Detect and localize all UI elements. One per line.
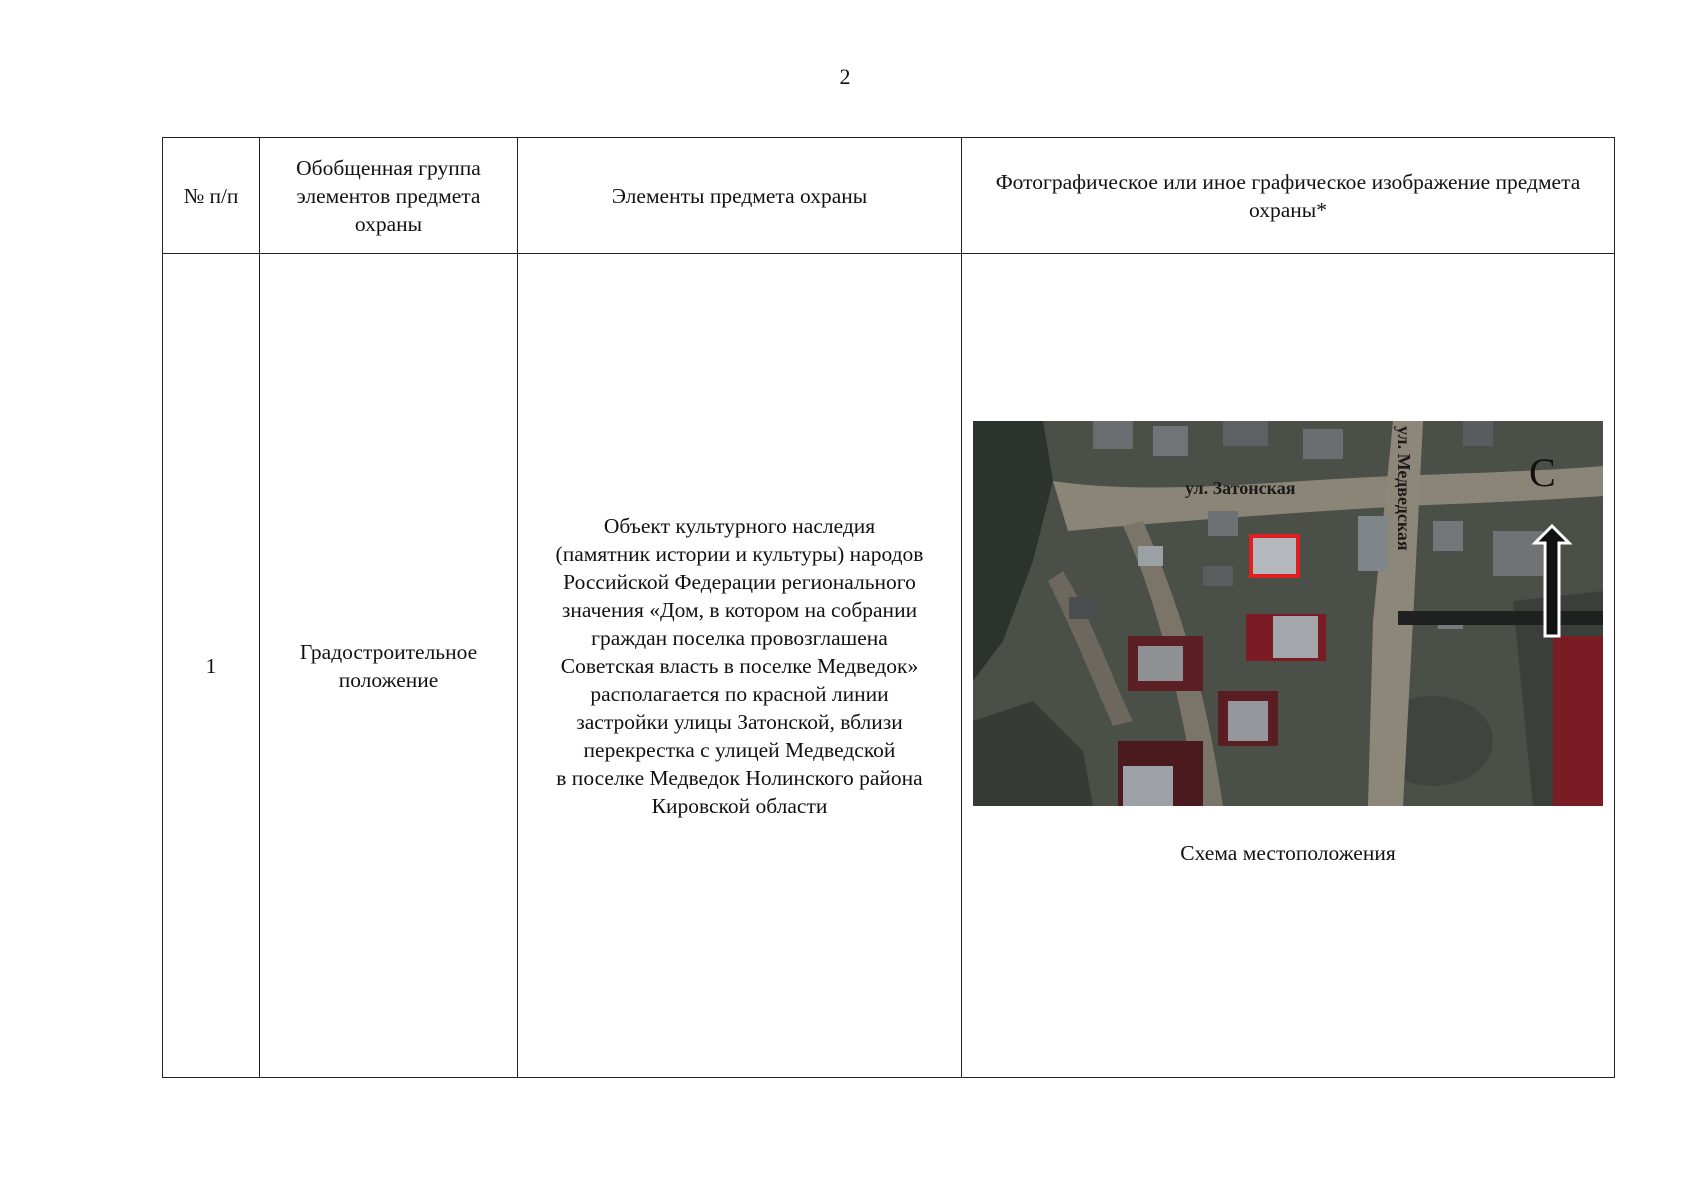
header-number: № п/п	[163, 138, 260, 254]
header-image: Фотографическое или иное графическое изображение предмета охраны*	[962, 138, 1615, 254]
description-line: в поселке Медведок Нолинского района	[556, 765, 923, 790]
table-header-row	[163, 138, 1615, 254]
object-marker	[1251, 536, 1298, 576]
description-line: перекрестка с улицей Медведской	[583, 737, 896, 762]
description-line: Советская власть в поселке Медведок»	[560, 653, 919, 678]
description-line: Объект культурного наследия	[603, 513, 876, 538]
street-label-zatonskaya: ул. Затонская	[1185, 478, 1296, 498]
description-line: граждан поселка провозглашена	[591, 625, 888, 650]
header-group: Обобщенная группа элементов предмета охраны	[260, 138, 518, 254]
description-line: Кировской области	[651, 793, 828, 818]
north-label: С	[1529, 450, 1556, 495]
description-line: застройки улицы Затонской, вблизи	[576, 709, 903, 734]
row-number: 1	[163, 254, 260, 1078]
description-line: Российской Федерации регионального	[563, 569, 916, 594]
row-description	[518, 254, 962, 1078]
protection-table	[162, 137, 1615, 1078]
row-image-cell	[962, 254, 1615, 1078]
description-line: значения «Дом, в котором на собрании	[561, 597, 918, 622]
location-map	[973, 421, 1603, 806]
description-line: (памятник истории и культуры) народов	[555, 541, 924, 566]
street-label-medvedskaya: ул. Медведская	[1394, 426, 1414, 551]
description-line: располагается по красной линии	[590, 681, 889, 706]
header-elements: Элементы предмета охраны	[518, 138, 962, 254]
table-row	[163, 254, 1615, 1078]
satellite-map	[973, 421, 1603, 806]
map-caption: Схема местоположения	[1180, 841, 1396, 865]
page-number: 2	[839, 64, 851, 89]
row-group: Градостроительное положение	[260, 254, 518, 1078]
